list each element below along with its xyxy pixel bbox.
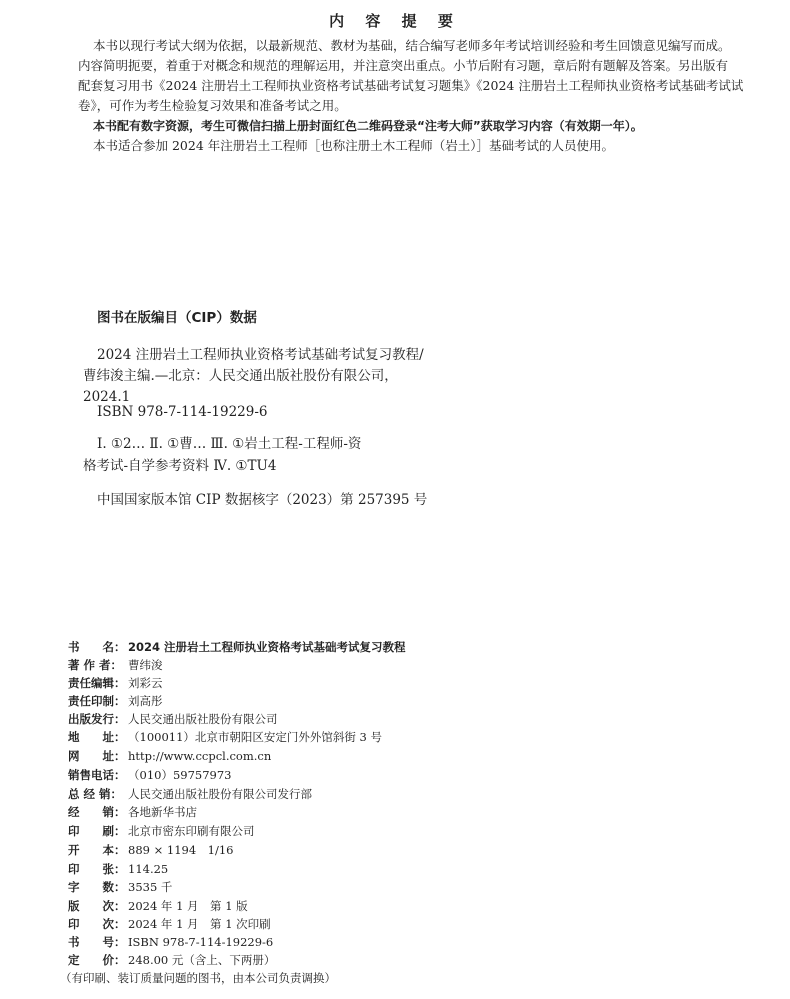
- copyright-value: 2024 注册岩土工程师执业资格考试基础考试复习教程: [128, 640, 406, 654]
- copyright-value: 3535 千: [128, 880, 173, 894]
- copyright-value: 248.00 元（含上、下两册）: [128, 953, 276, 967]
- cip-isbn: ISBN 978-7-114-19229-6: [97, 404, 268, 420]
- copyright-value: 人民交通出版社股份有限公司: [128, 712, 278, 726]
- summary-line-2: 内容简明扼要，着重于对概念和规范的理解运用，并注意突出重点。小节后附有习题，章后附有题解及答案。另出版有: [78, 58, 729, 73]
- copyright-value: （010）59757973: [128, 768, 232, 782]
- copyright-label: 书 号：: [68, 935, 126, 949]
- copyright-row: [68, 822, 255, 840]
- copyright-label: 印 次：: [68, 917, 126, 931]
- summary-title: 内 容 提 要: [329, 12, 461, 30]
- copyright-value: 人民交通出版社股份有限公司发行部: [128, 787, 312, 801]
- copyright-row: [68, 692, 163, 710]
- cip-classification-line-1: Ⅰ. ①2… Ⅱ. ①曹… Ⅲ. ①岩土工程-工程师-资: [97, 436, 362, 452]
- copyright-value: 曹纬浚: [128, 658, 163, 672]
- copyright-label: 经 销：: [68, 805, 126, 819]
- copyright-row: [68, 656, 163, 674]
- copyright-label: 责任编辑：: [68, 676, 126, 690]
- copyright-row: [68, 785, 312, 803]
- copyright-label: 印 张：: [68, 862, 126, 876]
- copyright-row: [68, 710, 278, 728]
- copyright-row: [68, 728, 382, 746]
- copyright-label: 印 刷：: [68, 824, 126, 838]
- copyright-label: 定 价：: [68, 953, 126, 967]
- copyright-value: 2024 年 1 月 第 1 版: [128, 899, 248, 913]
- copyright-label: 责任印制：: [68, 694, 126, 708]
- copyright-label: 字 数：: [68, 880, 126, 894]
- copyright-value: 各地新华书店: [128, 805, 197, 819]
- copyright-row: [68, 915, 271, 933]
- cip-heading: 图书在版编目（CIP）数据: [97, 310, 257, 326]
- copyright-label: 出版发行：: [68, 712, 126, 726]
- copyright-value: ISBN 978-7-114-19229-6: [128, 935, 274, 949]
- cip-classification-line-2: 格考试-自学参考资料 Ⅳ. ①TU4: [83, 458, 277, 474]
- copyright-label: 版 次：: [68, 899, 126, 913]
- copyright-row: [68, 933, 273, 951]
- cip-record-number: 中国国家版本馆 CIP 数据核字（2023）第 257395 号: [97, 492, 428, 508]
- summary-line-3: 配套复习用书《2024 注册岩土工程师执业资格考试基础考试复习题集》《2024 注册岩土工程师执业资格考试基础考试试: [78, 78, 744, 93]
- copyright-value: 889 × 1194 1/16: [128, 843, 234, 857]
- copyright-value: http://www.ccpcl.com.cn: [128, 749, 272, 763]
- copyright-value: （100011）北京市朝阳区安定门外外馆斜街 3 号: [128, 730, 383, 744]
- cip-line-1: 2024 注册岩土工程师执业资格考试基础考试复习教程/: [97, 347, 424, 363]
- copyright-row: [68, 878, 172, 896]
- copyright-value: 刘高彤: [128, 694, 163, 708]
- cip-line-3: 2024.1: [83, 389, 131, 405]
- copyright-row: [68, 860, 168, 878]
- copyright-row: [68, 747, 271, 765]
- copyright-row: [68, 638, 406, 656]
- copyright-row: [68, 897, 248, 915]
- copyright-row: [68, 766, 231, 784]
- copyright-row: [68, 841, 234, 859]
- copyright-label: 开 本：: [68, 843, 126, 857]
- summary-line-4: 卷》，可作为考生检验复习效果和准备考试之用。: [78, 98, 347, 113]
- copyright-label: 地 址：: [68, 730, 126, 744]
- copyright-label: 网 址：: [68, 749, 126, 763]
- summary-audience-line: 本书适合参加 2024 年注册岩土工程师［也称注册土木工程师（岩土）］基础考试的人员使用。: [93, 138, 615, 153]
- copyright-row: [68, 951, 275, 969]
- copyright-value: 北京市密东印刷有限公司: [128, 824, 255, 838]
- copyright-row: [68, 803, 197, 821]
- copyright-value: 刘彩云: [128, 676, 163, 690]
- cip-line-2: 曹纬浚主编.—北京：人民交通出版社股份有限公司，: [83, 368, 398, 384]
- summary-digital-resource-line: 本书配有数字资源，考生可微信扫描上册封面红色二维码登录“注考大师”获取学习内容（有效期一年）。: [93, 119, 643, 133]
- copyright-label: 总 经 销：: [68, 787, 123, 801]
- copyright-label: 书 名：: [68, 640, 126, 654]
- copyright-value: 2024 年 1 月 第 1 次印刷: [128, 917, 271, 931]
- copyright-value: 114.25: [128, 862, 169, 876]
- copyright-label: 销售电话：: [68, 768, 126, 782]
- copyright-row: [68, 674, 163, 692]
- copyright-label: 著 作 者：: [68, 658, 123, 672]
- copyright-note: （有印刷、装订质量问题的图书，由本公司负责调换）: [60, 971, 336, 985]
- summary-line-1: 本书以现行考试大纲为依据，以最新规范、教材为基础，结合编写老师多年考试培训经验和考生回馈意见编写而成。: [93, 38, 731, 53]
